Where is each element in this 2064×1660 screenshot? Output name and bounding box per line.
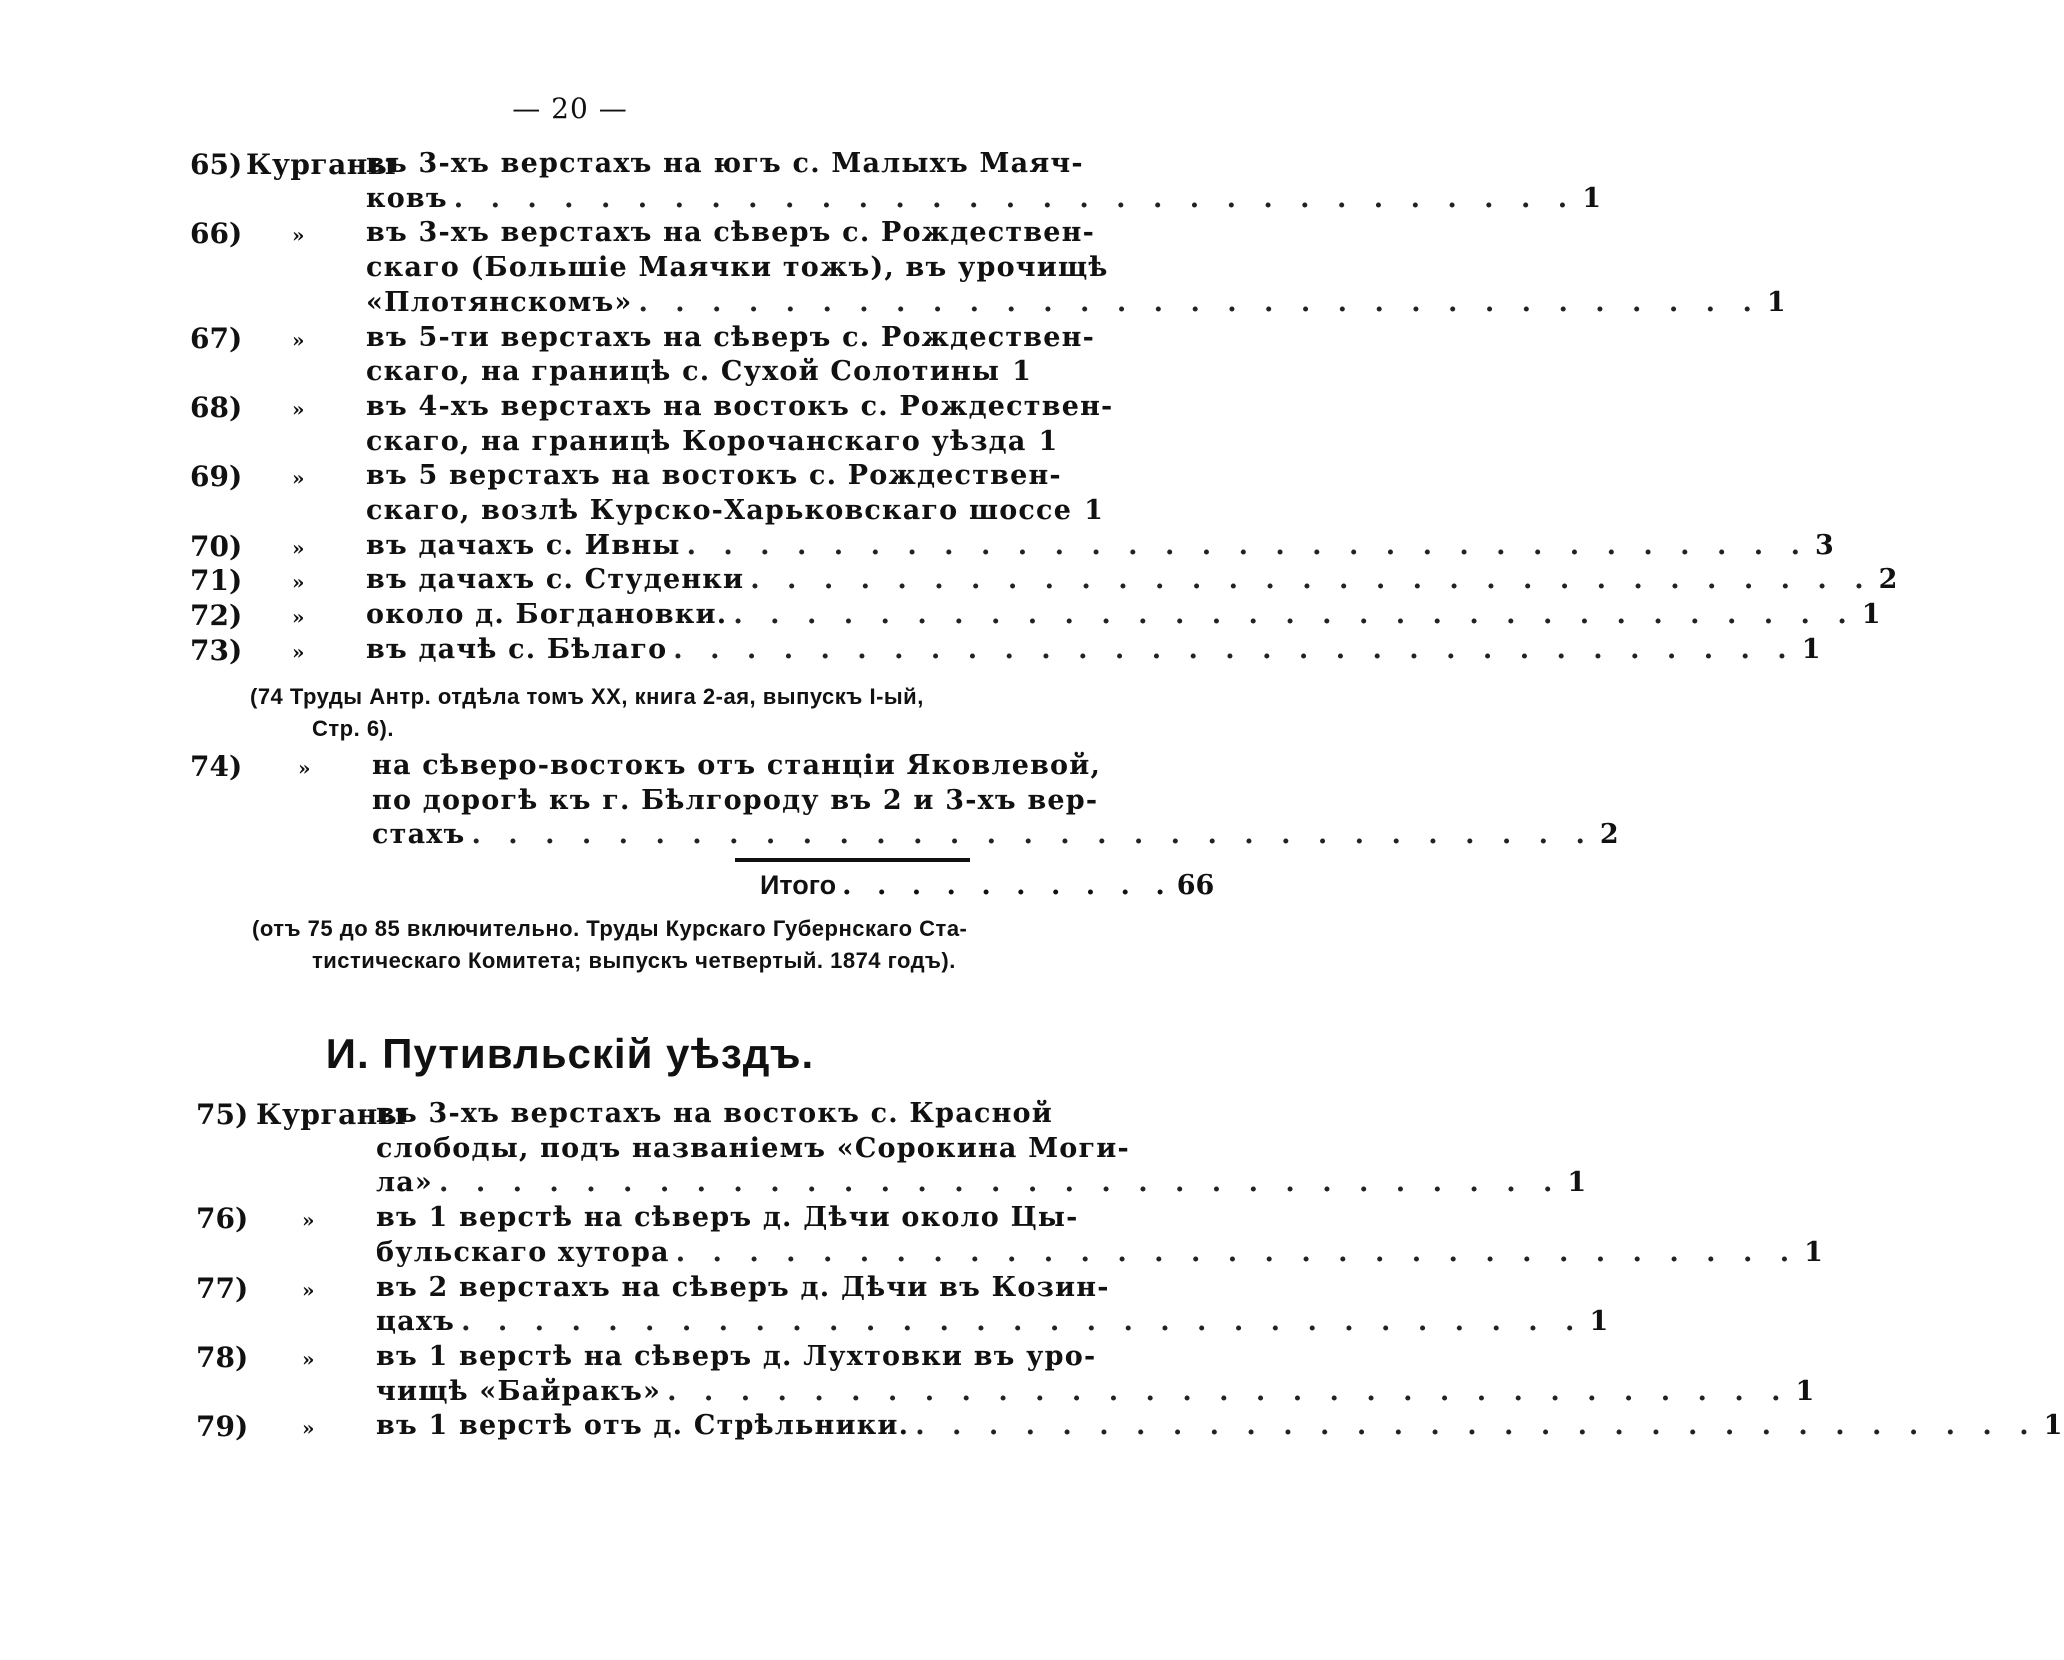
entry-number: 75) <box>196 1098 249 1131</box>
entry-text: стахъ <box>372 819 466 851</box>
entry-text: чищѣ «Байракъ» <box>376 1375 662 1407</box>
entry-count: 1 <box>1795 1375 1816 1407</box>
entry-count: 1 <box>1567 1167 1588 1199</box>
entry-text: въ дачахъ с. Ивны <box>366 529 681 561</box>
page-number: — 20 — <box>512 92 628 125</box>
entry-count: 1 <box>1582 182 1603 214</box>
entry-line <box>366 217 1096 249</box>
entry-line <box>376 1167 1588 1199</box>
leader-dots: . . . . . . . . . . . . . . . . . . . . . . . . . . . . . . . <box>675 1236 1799 1268</box>
entry-line <box>372 750 1102 781</box>
entry-number: 69) <box>190 460 243 494</box>
entry-line <box>366 495 1105 526</box>
entry-text: въ 4-хъ верстахъ на востокъ с. Рождествен- <box>366 390 1114 422</box>
ditto-mark: » <box>298 756 311 780</box>
ditto-mark: » <box>302 1416 315 1441</box>
entry-text: «Плотянскомъ» <box>366 286 633 318</box>
entry-line <box>366 286 1787 318</box>
entry-text: скаго, на границѣ Корочанскаго уѣзда <box>366 425 1027 457</box>
entry-count: 1 <box>1861 599 1882 631</box>
entry-text: слободы, подъ названіемъ «Сорокина Моги- <box>376 1132 1130 1164</box>
entry-number: 73) <box>190 633 243 667</box>
ditto-mark: » <box>292 535 305 560</box>
entry-number: 78) <box>196 1340 249 1374</box>
leader-dots: . . . . . . . . . . . . . . . . . . . . . . . . . . . . . . . <box>461 1306 1584 1338</box>
entry-text: скаго, на границѣ с. Сухой Солотины <box>366 356 1001 388</box>
total-label: Итого <box>760 870 837 900</box>
ditto-mark: » <box>292 570 305 595</box>
entry-text: около д. Богдановки. <box>366 599 728 631</box>
entry-line <box>376 1236 1825 1268</box>
entry-line <box>366 564 1899 596</box>
entry-line <box>376 1306 1610 1338</box>
leader-dots: . . . . . . . . . . . . . . . . . . . . . . . . . . . . . . . <box>750 564 1873 596</box>
total-leader-dots: . . . . . . . . . . <box>842 870 1173 901</box>
entry-line <box>372 784 1099 816</box>
ditto-mark: » <box>292 396 305 421</box>
total-value: 66 <box>1176 870 1215 901</box>
entry-count: 1 <box>1801 633 1822 665</box>
entry-text: въ 3-хъ верстахъ на востокъ с. Красной <box>376 1098 1053 1129</box>
entry-text: въ 5-ти верстахъ на сѣверъ с. Рождествен- <box>366 321 1095 353</box>
entry-number: 70) <box>190 529 243 563</box>
leader-dots: . . . . . . . . . . . . . . . . . . . . . . . . . . . . . . . <box>733 599 1856 631</box>
entry-line <box>366 321 1095 353</box>
ditto-mark: » <box>292 466 305 491</box>
entry-text: бульскаго хутора <box>376 1236 670 1268</box>
entry-text: въ 5 верстахъ на востокъ с. Рождествен- <box>366 460 1062 492</box>
entry-number: 66) <box>190 217 243 251</box>
entry-count: 1 <box>1038 425 1059 457</box>
source-note-2-line-2: тистическаго Комитета; выпускъ четвертый. 1874 годъ). <box>312 948 956 973</box>
leader-dots: . . . . . . . . . . . . . . . . . . . . . . . . . . . . . . . <box>471 819 1594 851</box>
entry-count: 3 <box>1814 529 1835 561</box>
section-title: И. Путивльскій уѣздъ. <box>325 1030 815 1077</box>
entry-count: 1 <box>1766 286 1787 318</box>
entry-text: скаго (Большіе Маячки тожъ), въ урочищѣ <box>366 252 1109 284</box>
leader-dots: . . . . . . . . . . . . . . . . . . . . . . . . . . . . . . . <box>667 1375 1790 1407</box>
entry-count: 1 <box>1804 1236 1825 1268</box>
source-note-2-line-1: (отъ 75 до 85 включительно. Труды Курскаго Губернскаго Ста- <box>252 916 968 941</box>
ditto-mark: » <box>292 605 305 630</box>
entry-number: 74) <box>190 750 243 783</box>
entry-line <box>376 1340 1097 1372</box>
entry-line <box>376 1271 1110 1303</box>
entry-line <box>376 1375 1816 1407</box>
entry-count: 2 <box>1878 564 1899 596</box>
entry-line <box>376 1410 2064 1442</box>
entry-line <box>366 599 1882 631</box>
entry-line <box>366 529 1835 561</box>
entry-text: цахъ <box>376 1306 456 1338</box>
total-rule <box>735 858 970 862</box>
entry-lead-word: Курганы <box>256 1098 407 1131</box>
entry-line <box>376 1202 1079 1234</box>
entry-text: въ 1 верстѣ отъ д. Стрѣльники. <box>376 1410 910 1442</box>
ditto-mark: » <box>292 639 305 664</box>
entry-count: 1 <box>1084 495 1105 526</box>
entry-text: въ 3-хъ верстахъ на сѣверъ с. Рождествен- <box>366 217 1096 249</box>
total-row <box>760 870 1215 901</box>
entry-text: на сѣверо-востокъ отъ станціи Яковлевой, <box>372 750 1102 781</box>
entry-line <box>366 148 1084 179</box>
entry-text: въ дачахъ с. Студенки <box>366 564 745 596</box>
ditto-mark: » <box>292 327 305 352</box>
entry-number: 76) <box>196 1202 249 1236</box>
entry-line <box>366 356 1033 388</box>
entry-count: 1 <box>1589 1306 1610 1338</box>
entry-line <box>366 633 1822 665</box>
entry-line <box>372 819 1620 851</box>
entry-number: 65) <box>190 148 243 181</box>
ditto-mark: » <box>302 1346 315 1371</box>
leader-dots: . . . . . . . . . . . . . . . . . . . . . . . . . . . . . . . <box>673 633 1796 665</box>
source-note-1-line-1: (74 Труды Антр. отдѣла томъ XX, книга 2-ая, выпускъ I-ый, <box>250 684 924 709</box>
entry-line <box>366 252 1109 284</box>
entry-text: ла» <box>376 1167 434 1199</box>
entry-text: скаго, возлѣ Курско-Харьковскаго шоссе <box>366 495 1073 526</box>
entry-number: 71) <box>190 564 243 598</box>
leader-dots: . . . . . . . . . . . . . . . . . . . . . . . . . . . . . . . <box>638 286 1761 318</box>
entry-line <box>376 1132 1130 1164</box>
leader-dots: . . . . . . . . . . . . . . . . . . . . . . . . . . . . . . . <box>915 1410 2038 1442</box>
entry-lead-word: Курганы <box>246 148 397 181</box>
entry-line <box>376 1098 1053 1129</box>
source-note-1-line-2: Стр. 6). <box>312 716 394 741</box>
entry-text: въ дачѣ с. Бѣлаго <box>366 633 668 665</box>
entry-text: въ 1 верстѣ на сѣверъ д. Лухтовки въ уро- <box>376 1340 1097 1372</box>
ditto-mark: » <box>292 223 305 248</box>
entry-count: 2 <box>1599 819 1620 851</box>
entry-text: по дорогѣ къ г. Бѣлгороду въ 2 и 3-хъ вер- <box>372 784 1099 816</box>
entry-number: 68) <box>190 390 243 424</box>
leader-dots: . . . . . . . . . . . . . . . . . . . . . . . . . . . . . . . <box>453 182 1577 214</box>
leader-dots: . . . . . . . . . . . . . . . . . . . . . . . . . . . . . . . <box>439 1167 1562 1199</box>
entry-line <box>366 460 1062 492</box>
ditto-mark: » <box>302 1208 315 1233</box>
entry-line <box>366 390 1114 422</box>
entry-number: 67) <box>190 321 243 355</box>
entry-line <box>366 182 1603 214</box>
entry-number: 77) <box>196 1271 249 1305</box>
entry-text: въ 1 верстѣ на сѣверъ д. Дѣчи около Цы- <box>376 1202 1079 1234</box>
entry-count: 1 <box>1012 356 1033 388</box>
entry-count: 1 <box>2043 1410 2064 1442</box>
entry-text: въ 3-хъ верстахъ на югъ с. Малыхъ Маяч- <box>366 148 1084 179</box>
entry-number: 79) <box>196 1410 249 1444</box>
entry-text: ковъ <box>366 182 448 214</box>
entry-number: 72) <box>190 599 243 633</box>
leader-dots: . . . . . . . . . . . . . . . . . . . . . . . . . . . . . . . <box>686 529 1809 561</box>
entry-line <box>366 425 1059 457</box>
entry-text: въ 2 верстахъ на сѣверъ д. Дѣчи въ Козин- <box>376 1271 1110 1303</box>
ditto-mark: » <box>302 1277 315 1302</box>
